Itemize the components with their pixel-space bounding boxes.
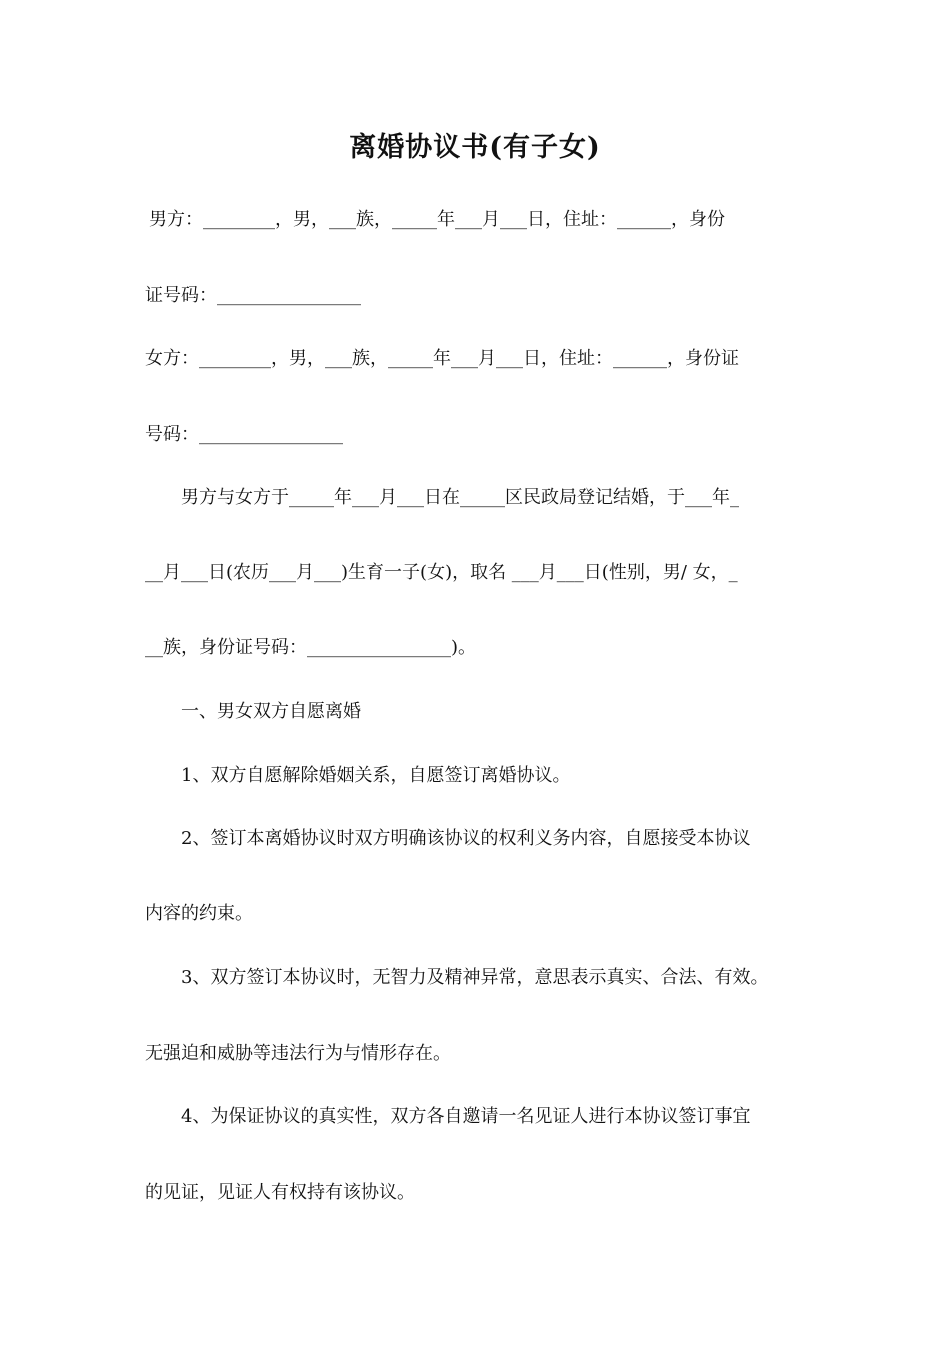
document-title: 离婚协议书(有子女): [349, 132, 601, 163]
clause-3-line-1: 3、双方签订本协议时，无智力及精神异常，意思表示真实、合法、有效。: [181, 967, 769, 988]
male-party-id-line: 证号码：________________: [145, 285, 361, 306]
clause-4-line-1: 4、为保证协议的真实性，双方各自邀请一名见证人进行本协议签订事宜: [181, 1106, 751, 1127]
section-heading-1: 一、男女双方自愿离婚: [181, 701, 361, 722]
clause-2-line-1: 2、签订本离婚协议时双方明确该协议的权利义务内容，自愿接受本协议: [181, 828, 751, 849]
clause-2-line-2: 内容的约束。: [145, 903, 253, 924]
male-party-line: 男方：________，男，___族，_____年___月___日，住址：______，身份: [149, 209, 725, 230]
marriage-info-line-3: __族，身份证号码：________________)。: [145, 637, 477, 658]
clause-4-line-2: 的见证，见证人有权持有该协议。: [145, 1182, 415, 1203]
female-party-id-line: 号码：________________: [145, 424, 343, 445]
clause-1: 1、双方自愿解除婚姻关系，自愿签订离婚协议。: [181, 765, 571, 786]
marriage-info-line-2: __月___日(农历___月___)生育一子(女)，取名 ___月___日(性别，男/ 女，_: [145, 562, 738, 583]
female-party-line: 女方：________，男，___族，_____年___月___日，住址：______，身份证: [145, 348, 739, 369]
marriage-info-line-1: 男方与女方于_____年___月___日在_____区民政局登记结婚，于___年_: [181, 487, 739, 508]
clause-3-line-2: 无强迫和威胁等违法行为与情形存在。: [145, 1043, 451, 1064]
